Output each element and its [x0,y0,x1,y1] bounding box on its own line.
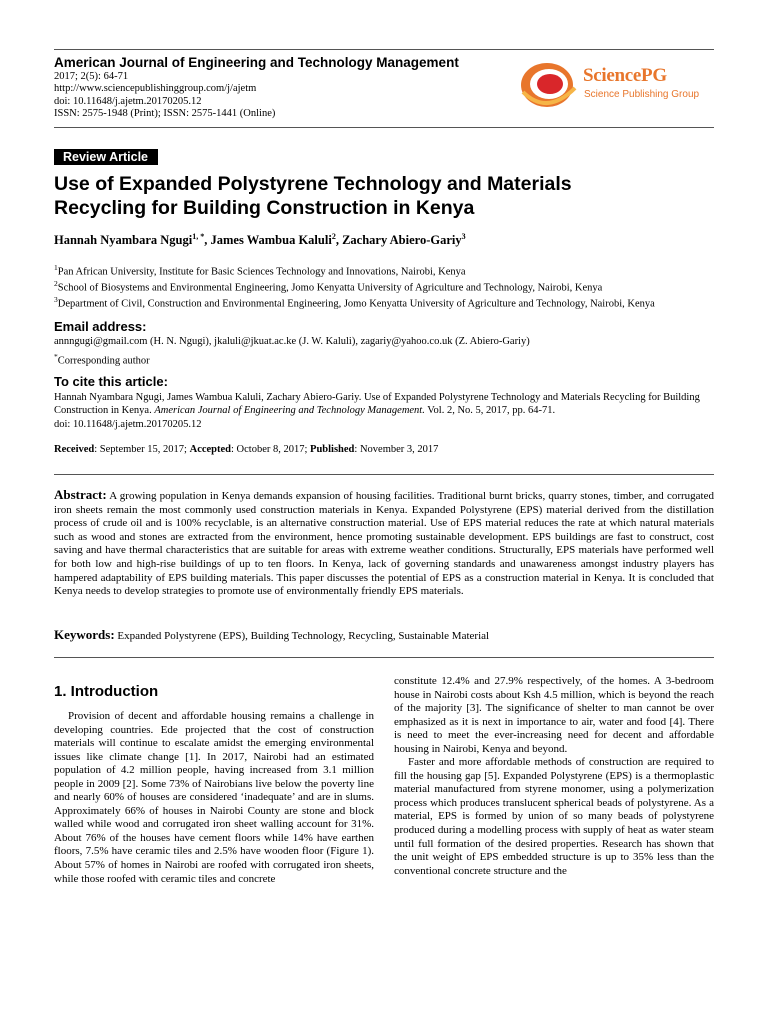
citation-journal: American Journal of Engineering and Technology Management. [154,405,425,417]
body-paragraph: constitute 12.4% and 27.9% respectively, of the homes. A 3-bedroom house in Nairobi costs about Ksh 4.5 million, which is beyond the reach of the majority [3]. The significance of shelter to man cannot be over emphasized as it is next in importance to air, water and food [4]. There is need to meet the ever-increasing need for decent and affordable housing in Nairobi, Kenya and beyond. [394,675,714,755]
affiliation-number: 3 [54,295,58,304]
abstract [54,488,714,599]
author-name: James Wambua Kaluli [210,233,332,248]
body-paragraph: Faster and more affordable methods of construction are required to fill the housing gap [5]. Expanded Polystyrene (EPS) is a thermoplastic material manufactured from styrene monomer, using a polymerization process which produces translucent spherical beads of polystyrene. As a material, EPS is formed by union of so many beads of polystyrene produced during a modelling process with supply of heat as water steam until full formation of the desired properties. Research has shown that the unit weight of EPS embedded structure is up to 35% less than the conventional concrete structure and the [394,756,714,877]
abstract-label: Abstract: [54,487,107,502]
title-line-2: Recycling for Building Construction in Kenya [54,197,475,219]
abstract-top-rule [54,474,714,475]
affiliation [54,295,655,310]
header-doi: doi: 10.11648/j.ajetm.20170205.12 [54,95,202,107]
article-title [54,172,734,220]
logo-subtitle: Science Publishing Group [584,89,700,100]
abstract-bottom-rule [54,657,714,658]
affiliation-text: Pan African University, Institute for Basic Sciences Technology and Innovations, Nairobi, Kenya [57,266,466,278]
keywords-text: Expanded Polystyrene (EPS), Building Technology, Recycling, Sustainable Material [117,630,490,642]
section-heading-introduction: 1. Introduction [54,683,159,700]
article-metadata [54,71,275,120]
left-column [54,710,374,886]
affiliation-text: School of Biosystems and Environmental Engineering, Jomo Kenyatta University of Agriculture and Technology, Nairobi, Kenya [57,282,603,294]
affiliation-number: 2 [54,279,58,288]
article-type-badge: Review Article [54,149,158,165]
published-date: : November 3, 2017 [354,444,439,455]
journal-title: American Journal of Engineering and Technology Management [54,55,459,70]
author-sup: 2 [331,232,336,241]
published-label: Published [310,444,355,455]
email-heading: Email address: [54,319,147,334]
issn: ISSN: 2575-1948 (Print); ISSN: 2575-1441 (Online) [54,107,276,119]
abstract-text: A growing population in Kenya demands expansion of housing facilities. Traditional burnt bricks, quarry stones, timber, and corrugated iron sheets remain the most commonly used construction materials in Kenya. Expanded Polystyrene (EPS) material derived from the distillation process of crude oil and is 100% recyclable, is an alternative construction material. Use of EPS material reduces the rate at which natural materials such as wood and stones are extracted from the environment, hence promoting sustainable development. EPS buildings are fast to construct, cost saving and have thermal characteristics that are suitable for areas with extreme weather conditions. Structurally, EPS materials have performed well for both low and high-rise buildings of up to ten floors. In Kenya, lack of governing standards and unawareness amongst industry players has hampered adaptability of EPS building materials. This paper discusses the potential of EPS as a construction material in Kenya. It is concluded that Kenya needs to develop strategies to promote use of environmentally friendly EPS materials. [54,490,714,598]
sciencepg-logo-icon [517,58,579,112]
sciencepg-logo [517,58,717,112]
header-top-rule [54,49,714,50]
author-list: Hannah Nyambara Ngugi$^{1, *}$, James Wambua Kaluli$^2$, Zachary Abiero-Gariy$^3$ [54,232,466,248]
citation-doi[interactable]: doi: 10.11648/j.ajetm.20170205.12 [54,418,202,430]
citation [54,391,714,431]
affiliation-number: 1 [54,263,58,272]
accepted-date: : October 8, 2017; [231,444,311,455]
received-label: Received [54,444,95,455]
author-name: Zachary Abiero-Gariy [342,233,462,248]
logo-name: SciencePG [583,65,667,86]
corresponding-label: Corresponding author [57,355,150,367]
body-paragraph: Provision of decent and affordable housing remains a challenge in developing countries. Ede projected that the cost of construction materials will continue to escalate amidst the emerging environmental issues like climate change [1]. In 2017, Nairobi had an estimated population of 4.2 million people, having increased from 3.1 million people in 2009 [2]. Some 73% of Nairobians live below the poverty line and nearly 60% of houses are considered ‘inadequate’ and are in slums. Approximately 66% of houses in Nairobi County are stone and block walled while wood and corrugated iron sheet walling account for 31%. About 76% of the houses have cement floors while 14% have earthen floors, 7.5% have ceramic tiles and 2.5% have wooden floor (Figure 1). About 57% of homes in Nairobi are roofed with corrugated iron sheets, while those roofed with ceramic tiles and concrete [54,710,374,885]
author-sup: 1, * [192,232,205,241]
keywords [54,627,489,643]
corresponding-mark: * [54,352,58,361]
author-name: Hannah Nyambara Ngugi [54,233,193,248]
volume-pages: 2017; 2(5): 64-71 [54,71,129,82]
citation-authors-title: Hannah Nyambara Ngugi, James Wambua Kaluli, Zachary Abiero-Gariy. Use of Expanded Polystyrene Technology and Materials Recycling for Building Construction in Kenya. [54,392,700,417]
header-bottom-rule [54,127,714,128]
accepted-label: Accepted [189,444,232,455]
received-date: : September 15, 2017; [94,444,190,455]
citation-volume: Vol. 2, No. 5, 2017, pp. 64-71. [424,405,556,417]
affiliation-text: Department of Civil, Construction and Environmental Engineering, Jomo Kenyatta University of Agriculture and Technology, Nairobi, Kenya [57,298,655,310]
keywords-label: Keywords: [54,627,115,642]
title-line-1: Use of Expanded Polystyrene Technology and Materials [54,173,572,195]
author-sup: 3 [461,232,466,241]
email-addresses[interactable]: annngugi@gmail.com (H. N. Ngugi), jkaluli@jkuat.ac.ke (J. W. Kaluli), zagariy@yahoo.co.uk (Z. Abiero-Gariy) [54,336,530,347]
corresponding-author-note [54,350,150,368]
affiliation [54,279,602,294]
cite-heading: To cite this article: [54,374,168,389]
affiliation [54,263,466,278]
journal-url[interactable]: http://www.sciencepublishinggroup.com/j/ajetm [54,83,257,95]
publication-dates [54,444,438,455]
right-column [394,675,714,878]
